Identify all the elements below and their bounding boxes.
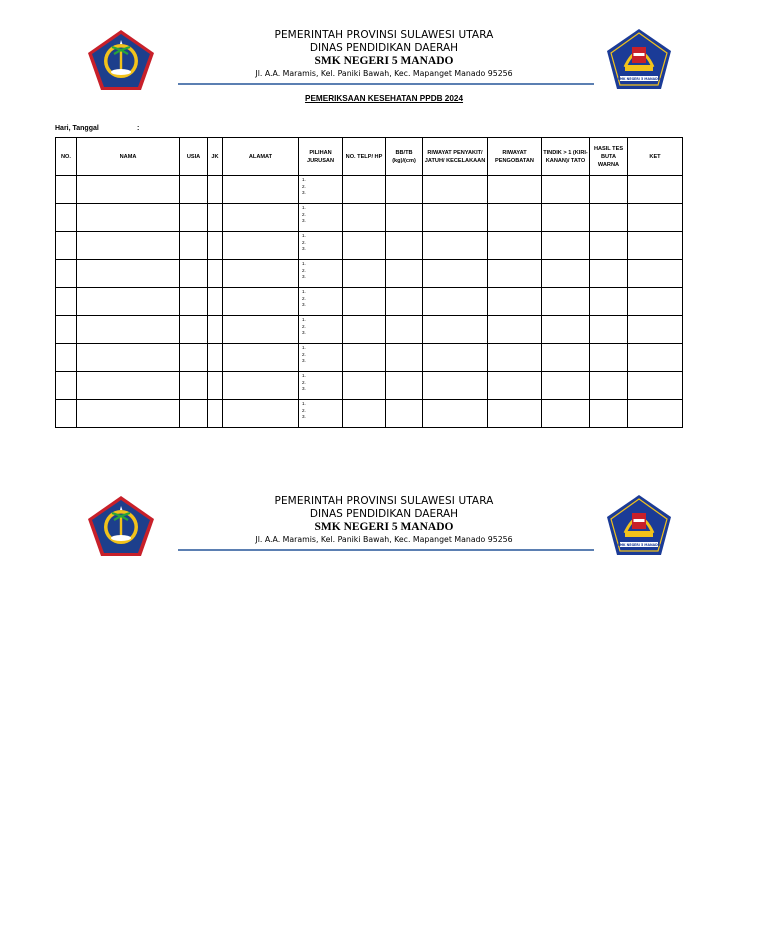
table-cell bbox=[223, 372, 299, 400]
table-cell bbox=[423, 204, 488, 232]
table-cell bbox=[542, 176, 590, 204]
major-choices-cell bbox=[299, 260, 343, 288]
header-alamat: ALAMAT bbox=[223, 138, 299, 176]
school-logo bbox=[605, 27, 673, 93]
table-cell bbox=[488, 316, 542, 344]
choice-number: 1. bbox=[302, 345, 306, 350]
table-cell bbox=[208, 176, 223, 204]
table-cell bbox=[343, 316, 386, 344]
major-choices-cell bbox=[299, 316, 343, 344]
svg-text:SMK NEGERI 5 MANADO: SMK NEGERI 5 MANADO bbox=[617, 77, 661, 82]
letterhead-divider bbox=[178, 83, 594, 85]
choice-number: 2. bbox=[302, 295, 306, 301]
choice-number: 3. bbox=[302, 246, 306, 252]
choice-number: 1. bbox=[302, 205, 306, 210]
table-cell bbox=[423, 232, 488, 260]
table-cell bbox=[343, 400, 386, 428]
table-cell bbox=[343, 176, 386, 204]
table-cell bbox=[542, 344, 590, 372]
table-cell bbox=[386, 288, 423, 316]
choice-number: 2. bbox=[302, 183, 306, 189]
table-cell bbox=[590, 344, 628, 372]
table-cell bbox=[180, 260, 208, 288]
table-cell bbox=[628, 400, 683, 428]
table-cell bbox=[77, 260, 180, 288]
table-cell bbox=[180, 400, 208, 428]
table-row bbox=[56, 344, 683, 372]
choice-number: 3. bbox=[302, 274, 306, 280]
table-cell bbox=[386, 344, 423, 372]
choice-number: 1. bbox=[302, 261, 306, 266]
school-name: SMK NEGERI 5 MANADO bbox=[314, 521, 454, 533]
table-cell bbox=[77, 176, 180, 204]
table-cell bbox=[343, 344, 386, 372]
school-address: Jl. A.A. Maramis, Kel. Paniki Bawah, Kec. Mapanget Manado 95256 bbox=[255, 69, 513, 78]
department-name: DINAS PENDIDIKAN DAERAH bbox=[309, 508, 459, 520]
table-cell bbox=[590, 372, 628, 400]
choice-number: 1. bbox=[302, 401, 306, 406]
table-cell bbox=[590, 260, 628, 288]
table-cell bbox=[542, 260, 590, 288]
header-buta-warna: HASIL TES BUTA WARNA bbox=[590, 138, 628, 176]
table-header-row bbox=[56, 138, 683, 176]
major-choices-cell bbox=[299, 288, 343, 316]
date-label: Hari, Tanggal bbox=[55, 125, 99, 132]
table-cell bbox=[423, 288, 488, 316]
choice-number: 2. bbox=[302, 323, 306, 329]
choice-number: 3. bbox=[302, 386, 306, 392]
table-cell bbox=[488, 260, 542, 288]
table-row bbox=[56, 372, 683, 400]
table-cell bbox=[223, 316, 299, 344]
table-cell bbox=[488, 176, 542, 204]
table-body bbox=[56, 176, 683, 428]
letterhead-divider bbox=[178, 549, 594, 551]
table-row bbox=[56, 400, 683, 428]
table-cell bbox=[590, 232, 628, 260]
choice-number: 3. bbox=[302, 190, 306, 196]
table-cell bbox=[488, 232, 542, 260]
svg-text:SMK NEGERI 5 MANADO: SMK NEGERI 5 MANADO bbox=[617, 543, 661, 548]
table-cell bbox=[628, 372, 683, 400]
government-name: PEMERINTAH PROVINSI SULAWESI UTARA bbox=[274, 29, 494, 41]
choice-number: 2. bbox=[302, 379, 306, 385]
choice-number: 1. bbox=[302, 233, 306, 238]
table-cell bbox=[223, 344, 299, 372]
table-cell bbox=[386, 204, 423, 232]
header-jk: JK bbox=[208, 138, 223, 176]
table-cell bbox=[542, 400, 590, 428]
table-cell bbox=[56, 232, 77, 260]
table-cell bbox=[208, 316, 223, 344]
table-row bbox=[56, 288, 683, 316]
school-address: Jl. A.A. Maramis, Kel. Paniki Bawah, Kec. Mapanget Manado 95256 bbox=[255, 535, 513, 544]
table-cell bbox=[180, 344, 208, 372]
table-cell bbox=[542, 372, 590, 400]
choice-number: 1. bbox=[302, 373, 306, 378]
table-cell bbox=[423, 316, 488, 344]
table-cell bbox=[343, 288, 386, 316]
choice-number: 2. bbox=[302, 351, 306, 357]
table-cell bbox=[208, 372, 223, 400]
table-cell bbox=[208, 260, 223, 288]
table-cell bbox=[208, 232, 223, 260]
table-cell bbox=[542, 288, 590, 316]
table-cell bbox=[386, 372, 423, 400]
major-choices-cell bbox=[299, 400, 343, 428]
table-cell bbox=[343, 232, 386, 260]
table-row bbox=[56, 260, 683, 288]
table-cell bbox=[423, 372, 488, 400]
table-cell bbox=[180, 232, 208, 260]
choice-number: 1. bbox=[302, 289, 306, 294]
table-cell bbox=[56, 344, 77, 372]
table-cell bbox=[386, 316, 423, 344]
choice-number: 3. bbox=[302, 302, 306, 308]
table-cell bbox=[488, 400, 542, 428]
header-bbtb: BB/TB (kg)/(cm) bbox=[386, 138, 423, 176]
table-cell bbox=[386, 232, 423, 260]
table-cell bbox=[180, 372, 208, 400]
table-cell bbox=[223, 288, 299, 316]
table-cell bbox=[423, 260, 488, 288]
table-cell bbox=[590, 288, 628, 316]
choice-number: 3. bbox=[302, 218, 306, 224]
table-cell bbox=[386, 260, 423, 288]
table-cell bbox=[628, 232, 683, 260]
table-row bbox=[56, 204, 683, 232]
table-cell bbox=[590, 400, 628, 428]
table-cell bbox=[488, 344, 542, 372]
table-cell bbox=[56, 204, 77, 232]
table-cell bbox=[180, 176, 208, 204]
table-cell bbox=[56, 176, 77, 204]
major-choices-cell bbox=[299, 204, 343, 232]
major-choices-cell bbox=[299, 232, 343, 260]
table-cell bbox=[56, 400, 77, 428]
table-cell bbox=[542, 204, 590, 232]
government-name: PEMERINTAH PROVINSI SULAWESI UTARA bbox=[274, 495, 494, 507]
header-riwayat-pengobatan: RIWAYAT PENGOBATAN bbox=[488, 138, 542, 176]
table-cell bbox=[423, 176, 488, 204]
table-cell bbox=[77, 372, 180, 400]
table-cell bbox=[56, 260, 77, 288]
table-cell bbox=[628, 316, 683, 344]
choice-number: 3. bbox=[302, 414, 306, 420]
major-choices-cell bbox=[299, 344, 343, 372]
table-cell bbox=[590, 176, 628, 204]
major-choices-cell bbox=[299, 372, 343, 400]
table-cell bbox=[208, 288, 223, 316]
table-cell bbox=[343, 372, 386, 400]
header-ket: KET bbox=[628, 138, 683, 176]
school-name: SMK NEGERI 5 MANADO bbox=[314, 55, 454, 67]
department-name: DINAS PENDIDIKAN DAERAH bbox=[309, 42, 459, 54]
table-cell bbox=[223, 204, 299, 232]
header-telp: NO. TELP/ HP bbox=[343, 138, 386, 176]
table-cell bbox=[77, 288, 180, 316]
table-cell bbox=[223, 400, 299, 428]
table-cell bbox=[208, 344, 223, 372]
school-logo bbox=[605, 493, 673, 559]
table-cell bbox=[590, 316, 628, 344]
table-cell bbox=[77, 232, 180, 260]
table-cell bbox=[343, 260, 386, 288]
table-row bbox=[56, 316, 683, 344]
table-cell bbox=[386, 176, 423, 204]
table-cell bbox=[423, 400, 488, 428]
choice-number: 2. bbox=[302, 407, 306, 413]
table-cell bbox=[77, 400, 180, 428]
table-cell bbox=[223, 260, 299, 288]
header-nama: NAMA bbox=[77, 138, 180, 176]
table-cell bbox=[628, 260, 683, 288]
table-cell bbox=[542, 232, 590, 260]
table-cell bbox=[542, 316, 590, 344]
table-cell bbox=[180, 316, 208, 344]
table-cell bbox=[77, 344, 180, 372]
table-cell bbox=[386, 400, 423, 428]
table-cell bbox=[628, 204, 683, 232]
health-check-table bbox=[55, 137, 683, 428]
table-cell bbox=[423, 344, 488, 372]
date-colon: : bbox=[137, 125, 140, 132]
table-cell bbox=[77, 204, 180, 232]
table-cell bbox=[180, 204, 208, 232]
choice-number: 1. bbox=[302, 317, 306, 322]
table-cell bbox=[56, 316, 77, 344]
table-cell bbox=[208, 400, 223, 428]
table-cell bbox=[628, 288, 683, 316]
table-cell bbox=[223, 232, 299, 260]
table-cell bbox=[628, 176, 683, 204]
table-row bbox=[56, 176, 683, 204]
table-cell bbox=[180, 288, 208, 316]
header-usia: USIA bbox=[180, 138, 208, 176]
table-row bbox=[56, 232, 683, 260]
choice-number: 2. bbox=[302, 239, 306, 245]
header-no: NO. bbox=[56, 138, 77, 176]
table-cell bbox=[208, 204, 223, 232]
letterhead-bottom bbox=[0, 495, 768, 575]
table-cell bbox=[56, 372, 77, 400]
table-cell bbox=[223, 176, 299, 204]
table-cell bbox=[488, 372, 542, 400]
choice-number: 2. bbox=[302, 267, 306, 273]
header-riwayat-penyakit: RIWAYAT PENYAKIT/ JATUH/ KECELAKAAN bbox=[423, 138, 488, 176]
choice-number: 3. bbox=[302, 330, 306, 336]
form-title: PEMERIKSAAN KESEHATAN PPDB 2024 bbox=[304, 94, 464, 103]
table-cell bbox=[488, 204, 542, 232]
header-tindik-tato: TINDIK > 1 (KIRI- KANAN)/ TATO bbox=[542, 138, 590, 176]
choice-number: 2. bbox=[302, 211, 306, 217]
choice-number: 3. bbox=[302, 358, 306, 364]
major-choices-cell bbox=[299, 176, 343, 204]
table-cell bbox=[77, 316, 180, 344]
choice-number: 1. bbox=[302, 177, 306, 182]
table-cell bbox=[56, 288, 77, 316]
header-pilihan-jurusan: PILIHAN JURUSAN bbox=[299, 138, 343, 176]
table-cell bbox=[590, 204, 628, 232]
table-cell bbox=[343, 204, 386, 232]
table-cell bbox=[628, 344, 683, 372]
table-cell bbox=[488, 288, 542, 316]
